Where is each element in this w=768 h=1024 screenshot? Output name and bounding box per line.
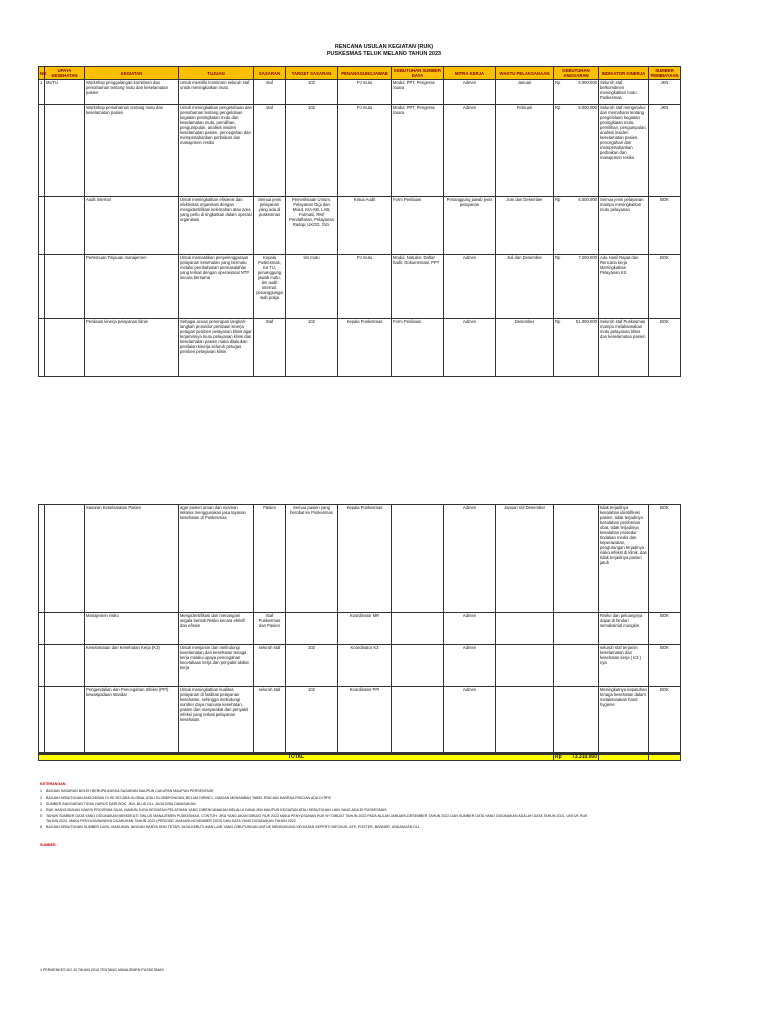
notes-heading: KETERANGAN : bbox=[40, 782, 68, 786]
cell-pj: Ketua Audit bbox=[338, 197, 392, 255]
cell-waktu: Juli dan Desember bbox=[496, 255, 554, 319]
column-header: UPAYA KESEHATAN bbox=[45, 67, 85, 80]
column-header: SASARAN bbox=[254, 67, 286, 80]
cell-pembiayaan: BOK bbox=[649, 255, 681, 319]
note-item: 5 TAHUN SUMBER DATA YANG DIGUNAKAN MENGIKUTI SIKLUS MANAJEMEN PUSKESMAS, CONTOH: JIKA YANG AKAN DIBUAT RUK 2023 MAKA PENYUSUNAN RUK NY DIBUAT TAHUN 2022 PADA BULAN JANUARI-DESEMBER TAHUN 2022 DAN SUMBER DATA YANG DIGUNAKAN ADALAH DATA TAHUN 2021. UNTUK RUK TAHUN 2024, MAKA PENYUSUNANNYA DILAKUKAN TAHUN 2023 (PERIODE JANUARI-NOVEMBER 2023) DAN DATA YANG DIGUNAKAN TAHUN 2022 bbox=[40, 814, 588, 823]
cell-upaya bbox=[45, 319, 85, 377]
cell-pembiayaan: BOK bbox=[649, 645, 681, 687]
cell-waktu bbox=[496, 687, 554, 753]
table-row bbox=[39, 105, 681, 197]
cell-kegiatan: Keselamatan dan Kesehatan Kerja (K3) bbox=[85, 645, 179, 687]
table-header-row bbox=[39, 67, 681, 80]
cell-kegiatan: Pengendalian dan Pencegahan Infeksi (PPI) kewaspadaan standar bbox=[85, 687, 179, 753]
ruk-table-page2 bbox=[38, 504, 681, 761]
cell-target: tim mutu bbox=[286, 255, 338, 319]
column-header: TUJUAN bbox=[179, 67, 254, 80]
cell-sumber bbox=[392, 645, 444, 687]
cell-sumber: Form Penilaian bbox=[392, 197, 444, 255]
cell-anggaran bbox=[554, 687, 599, 753]
table-row bbox=[39, 505, 681, 613]
cell-sumber: Modul, PPT, Pengeras Suara bbox=[392, 105, 444, 197]
cell-pj: Kepala Puskesmas bbox=[338, 319, 392, 377]
cell-pembiayaan: BOK bbox=[649, 613, 681, 645]
cell-anggaran bbox=[554, 645, 599, 687]
table-row bbox=[39, 645, 681, 687]
cell-mitra: Admen bbox=[444, 255, 496, 319]
total-row bbox=[39, 755, 681, 761]
cell-pj: Koordinator K3 bbox=[338, 645, 392, 687]
cell-anggaran bbox=[554, 613, 599, 645]
column-header: TARGET SASARAN bbox=[286, 67, 338, 80]
cell-waktu: Juni dan Desember bbox=[496, 197, 554, 255]
cell-target bbox=[286, 613, 338, 645]
cell-mitra: Admen bbox=[444, 105, 496, 197]
cell-upaya: MUTU bbox=[45, 80, 85, 105]
cell-waktu bbox=[496, 613, 554, 645]
cell-pembiayaan: BOK bbox=[649, 197, 681, 255]
cell-indikator: Seluruh staf mengetahui dan memahami tentang pengelolaan kegiatan peningkatan mutu, pemilihan, pengumpulan, analisis insiden keselamatan pasien, pencegahan dan mempertahankan perbaikan dan manajemen resiko bbox=[599, 105, 649, 197]
column-header: KEBUTUHAN ANGGARAN bbox=[554, 67, 599, 80]
cell-kegiatan: Pertemuan Tinjauan manajemen bbox=[85, 255, 179, 319]
cell-kegiatan: Manajemen risiko bbox=[85, 613, 179, 645]
cell-pj: PJ mutu bbox=[338, 255, 392, 319]
cell-indikator: tidak terjadinya kesalahan identifikasi pasien, tidak terjadinya kesalahan pemberian obat, tidak terjadinya kesalahan prosedur tindakan medis dan keperawatan, pengurangan terjadinya risiko infeksi di klinik, dan tidak terjadinya pasien jatuh bbox=[599, 505, 649, 613]
notes-section bbox=[40, 782, 600, 848]
cell-target: 102 bbox=[286, 319, 338, 377]
cell-sasaran: Kepala Puskesmas, Ka TU, penanggung jawab mutu, tim audit internal, penanggungja wab pokja bbox=[254, 255, 286, 319]
cell-tujuan: Untuk meningkatkan pengetahuan dan pemahaman tentang pengelolaan kegiatan peningkatan mutu dan keselamatan mutu, pemilihan, pengumpulan, analisis insiden keselamatan pasien, pencegahan dan mempertahankan perbaikan dan manajemen resiko bbox=[179, 105, 254, 197]
cell-mitra: Admen bbox=[444, 645, 496, 687]
cell-sasaran: seluruh staf bbox=[254, 687, 286, 753]
note-item: 4 RUK HANYA BUKAN HANYA PROGRAM SAJA, NAMUN JUGA KEGIATAN PELATIHAN YANG DIRENCANAKAN MELALUI DANA JKN MAUPUN KEGIATAN ATAU KEBUTUHAN LAIN YANG ADA DI PUSKESMAS bbox=[40, 808, 387, 813]
footer-reference: 1 PERMENKES NO 43 TAHUN 2016 TENTANG MANAJEMEN PUSKESMAS bbox=[40, 968, 164, 972]
cell-kegiatan: Penilaian kinerja pelayanan klinis bbox=[85, 319, 179, 377]
table-row bbox=[39, 255, 681, 319]
cell-sumber bbox=[392, 613, 444, 645]
cell-sasaran: Staf bbox=[254, 319, 286, 377]
note-item: 1 BAGIAN SASARAN BOLEH BERUPA ANGKA SASARAN MAUPUN CAKUPAN MAUPUN PERSENTASE bbox=[40, 789, 214, 794]
cell-mitra: Penanggung jawab jenis pelayanan bbox=[444, 197, 496, 255]
cell-mitra: Admen bbox=[444, 80, 496, 105]
cell-sasaran: Semua jenis pelayanan yang ada di puskesmas bbox=[254, 197, 286, 255]
cell-mitra: Admen bbox=[444, 505, 496, 613]
cell-no: 1 bbox=[39, 80, 45, 105]
cell-waktu bbox=[496, 645, 554, 687]
table-row bbox=[39, 613, 681, 645]
cell-kegiatan: Audit Internal bbox=[85, 197, 179, 255]
cell-pembiayaan: BOK bbox=[649, 687, 681, 753]
cell-pembiayaan: BOK bbox=[649, 319, 681, 377]
cell-indikator: Seluruh staf berkomitmen meningkatkan mutu Puskesmas bbox=[599, 80, 649, 105]
cell-anggaran bbox=[554, 505, 599, 613]
cell-tujuan: Untuk memiliki komitmen seluruh staf untuk meningkatkan mutu bbox=[179, 80, 254, 105]
cell-kegiatan: Workshop pemahaman tentang mutu dan keselamatan pasien bbox=[85, 105, 179, 197]
cell-upaya bbox=[45, 687, 85, 753]
cell-sasaran: seluruh staf bbox=[254, 645, 286, 687]
cell-pj: PJ mutu bbox=[338, 80, 392, 105]
cell-tujuan: Untuk memastikan penyelenggaraan pelayanan kesehatan yang bermutu melalui pembahasan permasalahan yang terkait dengan operasional NTP secara bersama bbox=[179, 255, 254, 319]
cell-sumber bbox=[392, 505, 444, 613]
cell-indikator: Risiko dan peluangnya dapat di hindari semaksimal mungkin bbox=[599, 613, 649, 645]
cell-anggaran: Rp 51.000.000 bbox=[554, 319, 599, 377]
doc-subtitle: PUSKESMAS TELUK MELANO TAHUN 2023 bbox=[326, 51, 442, 57]
cell-indikator: Seluruh staf Puskesmas mampu melaksanakan mutu pelayanan klinis dan keselamatan pasien bbox=[599, 319, 649, 377]
cell-pj: Koordinator MR bbox=[338, 613, 392, 645]
table-row bbox=[39, 687, 681, 753]
cell-indikator: seluruh staf terjamin keselamatan dan kesehatan kerja ( K3 ) nya bbox=[599, 645, 649, 687]
cell-target: Pemeriksaan Umum, Pelayanan Gigi dan Mulut, KIA-KB, LAB, Farmasi, RM/ Pendaftaran, Pelayanan Rasap, UKGD, Gizi. bbox=[286, 197, 338, 255]
table-row bbox=[39, 319, 681, 377]
cell-pembiayaan: BOK bbox=[649, 505, 681, 613]
cell-kegiatan: Sasaran Keselamatan Pasien bbox=[85, 505, 179, 613]
cell-sasaran: staf bbox=[254, 105, 286, 197]
cell-pj: Koordinator PPI bbox=[338, 687, 392, 753]
cell-sumber: Form Penilaian bbox=[392, 319, 444, 377]
cell-mitra: Admen bbox=[444, 319, 496, 377]
column-header: INDIKATOR KINERJA bbox=[599, 67, 649, 80]
ruk-table-page1 bbox=[38, 66, 681, 377]
cell-anggaran: Rp 5.000.000 bbox=[554, 197, 599, 255]
cell-target: 102 bbox=[286, 645, 338, 687]
cell-tujuan: Untuk meningkatkan efisiensi dan efektivitas organisasi dengan mengidentifikasi kelemahan atau area yang perlu di tingkatkan dalam operasi organisasi bbox=[179, 197, 254, 255]
cell-indikator: Ada Hasil Rapat dan Rencana kerja Meningkatkan Pelayanan KS bbox=[599, 255, 649, 319]
cell-tujuan: Untuk menjamin dan melindungi keselamatan dan kesehatan tenaga kerja melalui upaya pencegahan kecelakaan kerja dan penyakit akibat kerja bbox=[179, 645, 254, 687]
table-row bbox=[39, 197, 681, 255]
note-item: 3 SUMBER ANGGARAN TIDAK HARUS DARI BOK, JKN, BLUD DLL JUGA BISA DIMASUKAN bbox=[40, 801, 196, 806]
column-header: MITRA KERJA bbox=[444, 67, 496, 80]
cell-anggaran: Rp 5.000.000 bbox=[554, 105, 599, 197]
cell-anggaran: Rp 5.000.000 bbox=[554, 80, 599, 105]
cell-upaya bbox=[45, 105, 85, 197]
cell-upaya bbox=[45, 255, 85, 319]
cell-waktu: Januari s/d Desember bbox=[496, 505, 554, 613]
cell-pembiayaan: JKN bbox=[649, 105, 681, 197]
cell-tujuan: Mengidentifikasi dan menangani segala bentuk Risiko secara efektif dan efisien bbox=[179, 613, 254, 645]
total-amount: Rp 73.310.000 bbox=[555, 754, 597, 760]
column-header: WAKTU PELAKSANAAN bbox=[496, 67, 554, 80]
cell-sumber: Modul, Notulen, Daftar hadir, Dokumentasi, PPT bbox=[392, 255, 444, 319]
column-header: KEBUTUHAN SUMBER DAYA bbox=[392, 67, 444, 80]
cell-target: Semua pasien yang berobat ke Puskesmas bbox=[286, 505, 338, 613]
cell-pj: Kepala Puskesmas bbox=[338, 505, 392, 613]
cell-mitra: Admen bbox=[444, 687, 496, 753]
cell-tujuan: Untuk meningkatkan kualitas pelayanan di fasilitas pelayanan kesehatan, sehingga melindungi sumber daya manusia kesehatan, pasien dan masyarakat dari penyakit infeksi yang terkait pelayanan kesehatan. bbox=[179, 687, 254, 753]
cell-indikator: Meningkatnya kepatuhan tenaga kesehatan dalam melaksanakan hand hygiene bbox=[599, 687, 649, 753]
cell-sumber: Modul, PPT, Pengeras Suara bbox=[392, 80, 444, 105]
cell-waktu: Desember bbox=[496, 319, 554, 377]
cell-target: 102 bbox=[286, 105, 338, 197]
cell-upaya bbox=[45, 197, 85, 255]
cell-upaya bbox=[45, 505, 85, 613]
cell-target: 102 bbox=[286, 687, 338, 753]
cell-indikator: Semua jenis pelayanan mampu meningkatkan mutu pelayanan bbox=[599, 197, 649, 255]
cell-upaya bbox=[45, 613, 85, 645]
cell-sumber bbox=[392, 687, 444, 753]
note-item: 6 BAGIAN KEBUTUHAN SUMBER DAYA, MASUKAN JANGAN HANYA SDM TETAPI JUGA KEBUTUHAN LAIN YANG DIBUTUHKAN UNTUK MENDUKUNG KEGIATAN SEPERTI INFOKUS, ATK, POSTER, BANNER, UNDANGAN DLL bbox=[40, 825, 420, 830]
cell-anggaran: Rp 7.200.000 bbox=[554, 255, 599, 319]
cell-mitra: Admen bbox=[444, 613, 496, 645]
cell-pj: PJ mutu bbox=[338, 105, 392, 197]
cell-waktu: Februari bbox=[496, 105, 554, 197]
source-heading: SUMBER : bbox=[40, 843, 58, 848]
cell-sasaran: Staf Puskesmas dan Pasien bbox=[254, 613, 286, 645]
cell-tujuan: Sebagai acuan penerapan langkah-langkah prosedur penilaian kinerja petugas pemberi pelayanan klinis agar terjaminnya mutu pelayanan klinis dan keselamatan pasien maka dilakukan penilaian kinerja seluruh petugas pemberi pelayanan klinis bbox=[179, 319, 254, 377]
column-header: KEGIATAN bbox=[85, 67, 179, 80]
cell-waktu: Januari bbox=[496, 80, 554, 105]
cell-target: 102 bbox=[286, 80, 338, 105]
cell-upaya bbox=[45, 645, 85, 687]
note-item: 2 BAGIAN KEBUTUHAN ANGGARAN DI ISI SECARA GLOBAL ATAU GLOBERONGAN, BELUM DIRINCI, JANGAN MENAMBAH TABEL RINCIAN KARENA RINCIAN ADA DI RPK bbox=[40, 795, 332, 800]
cell-sasaran: Pasien bbox=[254, 505, 286, 613]
column-header: NO bbox=[39, 67, 45, 80]
cell-kegiatan: Workshop penggalangan komitmen dan pemahaman tentang mutu dan keselamatan pasien bbox=[85, 80, 179, 105]
column-header: PENANGGUNGJAWAB bbox=[338, 67, 392, 80]
total-label: TOTAL bbox=[39, 755, 554, 761]
cell-sasaran: staf bbox=[254, 80, 286, 105]
cell-pembiayaan: JKN bbox=[649, 80, 681, 105]
table-row bbox=[39, 80, 681, 105]
doc-title: RENCANA USULAN KEGIATAN (RUK) bbox=[334, 44, 434, 50]
column-header: SUMBER PEMBIAYAAN bbox=[650, 68, 679, 78]
cell-tujuan: agar pasien aman dan nyaman selama menggunakan jasa layanan kesehatan di Puskesmas bbox=[179, 505, 254, 613]
